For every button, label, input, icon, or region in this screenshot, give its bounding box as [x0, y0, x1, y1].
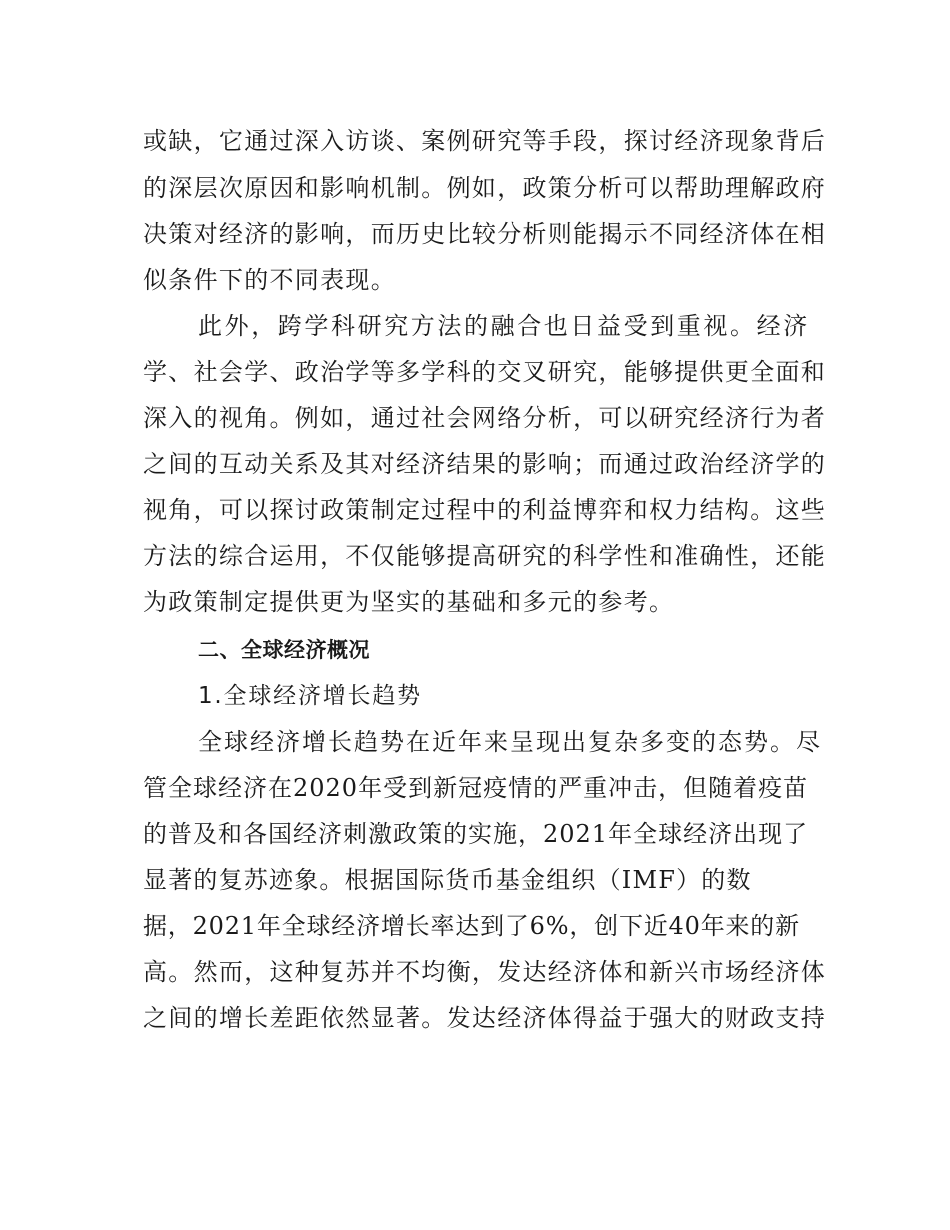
- paragraph-line: 学、社会学、政治学等多学科的交叉研究，能够提供更全面和: [143, 358, 827, 386]
- paragraph-line: 的普及和各国经济刺激政策的实施，2021年全球经济出现了: [143, 820, 809, 848]
- subsection-heading: 1.全球经济增长趋势: [198, 683, 422, 709]
- paragraph-line: 全球经济增长趋势在近年来呈现出复杂多变的态势。尽: [198, 728, 822, 756]
- paragraph-line: 之间的增长差距依然显著。发达经济体得益于强大的财政支持: [143, 1004, 827, 1032]
- paragraph-line: 显著的复苏迹象。根据国际货币基金组织（IMF）的数: [143, 866, 752, 894]
- paragraph-line: 的深层次原因和影响机制。例如，政策分析可以帮助理解政府: [143, 174, 827, 202]
- paragraph-line: 高。然而，这种复苏并不均衡，发达经济体和新兴市场经济体: [143, 958, 827, 986]
- paragraph-line: 视角，可以探讨政策制定过程中的利益博弈和权力结构。这些: [143, 496, 827, 524]
- paragraph-line: 或缺，它通过深入访谈、案例研究等手段，探讨经济现象背后: [143, 127, 827, 155]
- paragraph-line: 决策对经济的影响，而历史比较分析则能揭示不同经济体在相: [143, 220, 827, 248]
- paragraph-line: 据，2021年全球经济增长率达到了6%，创下近40年来的新: [143, 912, 800, 940]
- paragraph-line: 之间的互动关系及其对经济结果的影响；而通过政治经济学的: [143, 450, 827, 478]
- paragraph-line: 深入的视角。例如，通过社会网络分析，可以研究经济行为者: [143, 404, 827, 432]
- paragraph-line: 为政策制定提供更为坚实的基础和多元的参考。: [143, 588, 675, 616]
- paragraph-line: 管全球经济在2020年受到新冠疫情的严重冲击，但随着疫苗: [143, 774, 809, 802]
- paragraph-line: 似条件下的不同表现。: [143, 266, 396, 294]
- section-heading: 二、全球经济概况: [198, 638, 370, 662]
- paragraph-line: 方法的综合运用，不仅能够提高研究的科学性和准确性，还能: [143, 542, 827, 570]
- paragraph-line: 此外，跨学科研究方法的融合也日益受到重视。经济: [198, 312, 810, 340]
